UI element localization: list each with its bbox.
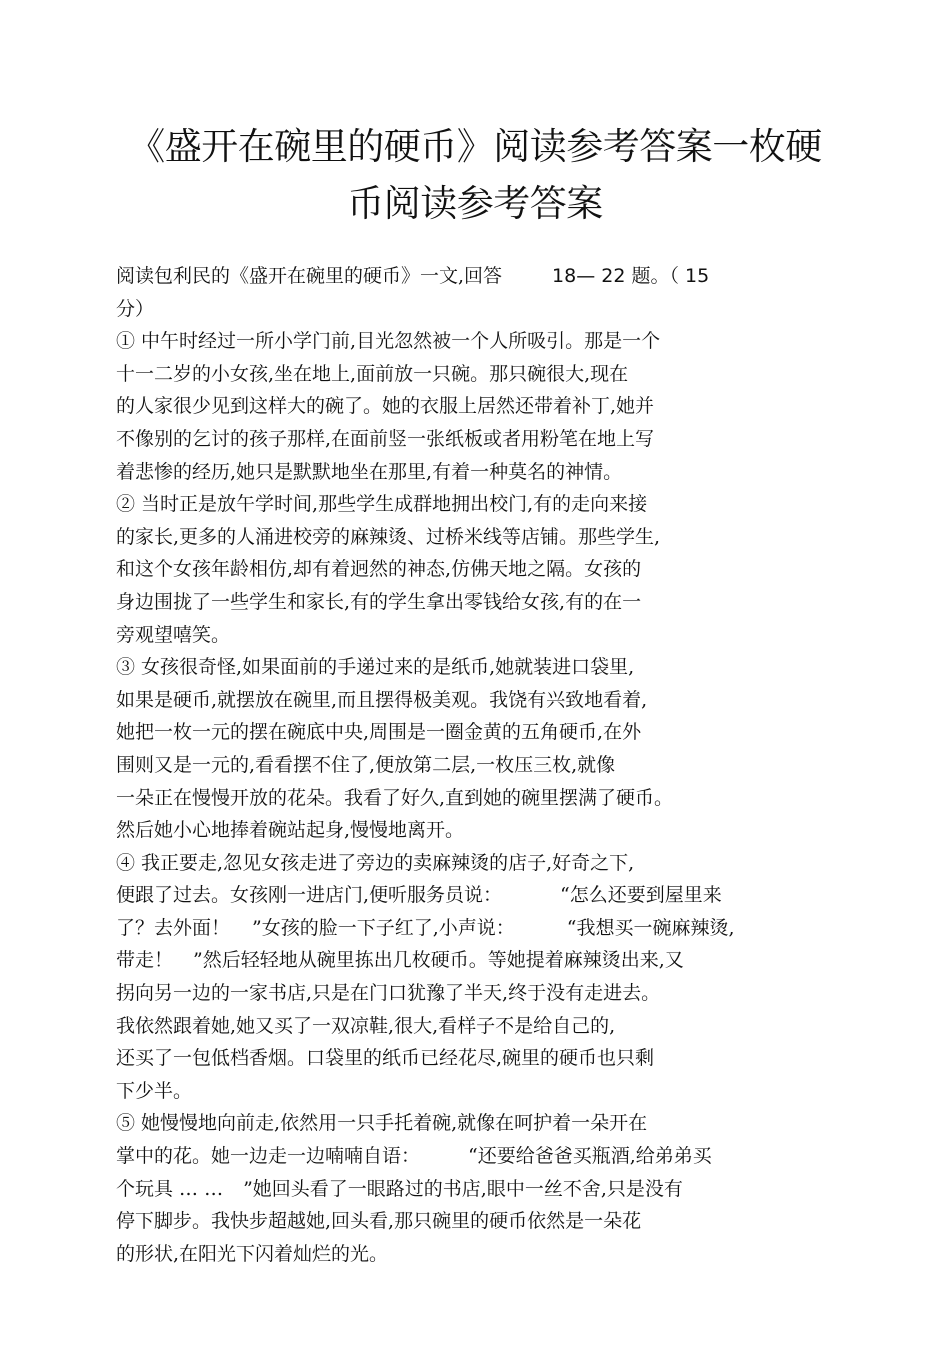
text-line: 她把一枚一元的摆在碗底中央,周围是一圈金黄的五角硬币,在外 [116, 721, 642, 744]
text-line: 如果是硬币,就摆放在碗里,而且摆得极美观。我饶有兴致地看着, [116, 688, 648, 711]
text-line [116, 944, 836, 977]
text-segment: ”然后轻轻地从碗里拣出几枚硬币。等她提着麻辣烫出来,又 [193, 949, 684, 972]
quote-segment: “还要给爸爸买瓶酒,给弟弟买 [468, 1145, 712, 1168]
quote-segment: “怎么还要到屋里来 [560, 884, 722, 907]
text-line: 的人家很少见到这样大的碗了。她的衣服上居然还带着补丁,她并 [116, 395, 655, 418]
text-line: 我依然跟着她,她又买了一双凉鞋,很大,看样子不是给自己的, [116, 1014, 616, 1037]
text-line: 着悲惨的经历,她只是默默地坐在那里,有着一种莫名的神情。 [116, 460, 623, 483]
text-segment: ”她回头看了一眼路过的书店,眼中一丝不舍,只是没有 [243, 1177, 683, 1200]
text-line: 的家长,更多的人涌进校旁的麻辣烫、过桥米线等店铺。那些学生, [116, 525, 661, 548]
text-segment: 掌中的花。她一边走一边喃喃自语： [116, 1145, 421, 1168]
article-body [116, 260, 836, 1270]
text-line: 十一二岁的小女孩,坐在地上,面前放一只碗。那只碗很大,现在 [116, 362, 629, 385]
text-line [116, 879, 836, 912]
quote-segment: 带走！ [116, 949, 174, 972]
text-line: 下少半。 [116, 1079, 193, 1102]
text-line: 围则又是一元的,看看摆不住了,便放第二层,一枚压三枚,就像 [116, 753, 616, 776]
text-line: 拐向另一边的一家书店,只是在门口犹豫了半天,终于没有走进去。 [116, 982, 661, 1005]
text-line: ④ 我正要走,忽见女孩走进了旁边的卖麻辣烫的店子,好奇之下, [116, 851, 635, 874]
text-line: 身边围拢了一些学生和家长,有的学生拿出零钱给女孩,有的在一 [116, 590, 642, 613]
title-line-2: 币阅读参考答案 [347, 182, 603, 225]
text-line: 和这个女孩年龄相仿,却有着迥然的神态,仿佛天地之隔。女孩的 [116, 558, 642, 581]
text-line: ③ 女孩很奇怪,如果面前的手递过来的是纸币,她就装进口袋里, [116, 656, 635, 679]
text-line: ② 当时正是放午学时间,那些学生成群地拥出校门,有的走向来接 [116, 493, 648, 516]
quote-segment: 了？去外面！ [116, 916, 231, 939]
document-title [60, 118, 890, 232]
text-segment: ”女孩的脸一下子红了,小声说： [252, 916, 515, 939]
quote-segment: “我想买一碗麻辣烫, [566, 916, 735, 939]
intro-text: 阅读包利民的《盛开在碗里的硬币》一文,回答 [116, 265, 503, 287]
text-line: ⑤ 她慢慢地向前走,依然用一只手托着碗,就像在呵护着一朵开在 [116, 1112, 648, 1135]
quote-segment: 个玩具 … … [116, 1177, 224, 1200]
text-line: 不像别的乞讨的孩子那样,在面前竖一张纸板或者用粉笔在地上写 [116, 427, 655, 450]
intro-score: 分） [116, 297, 155, 320]
text-line [116, 1140, 836, 1173]
text-line: 还买了一包低档香烟。口袋里的纸币已经花尽,碗里的硬币也只剩 [116, 1047, 655, 1070]
title-line-1: 《盛开在碗里的硬币》阅读参考答案一枚硬 [128, 125, 822, 168]
text-line [116, 1173, 836, 1206]
text-line: 停下脚步。我快步超越她,回头看,那只碗里的硬币依然是一朵花 [116, 1210, 642, 1233]
text-line: 一朵正在慢慢开放的花朵。我看了好久,直到她的碗里摆满了硬币。 [116, 786, 674, 809]
question-range: 18— 22 题。（ 15 [552, 265, 710, 287]
intro-line [116, 260, 836, 293]
text-line [116, 912, 836, 945]
text-line: ① 中午时经过一所小学门前,目光忽然被一个人所吸引。那是一个 [116, 330, 661, 353]
text-line: 然后她小心地捧着碗站起身,慢慢地离开。 [116, 819, 465, 842]
text-line: 旁观望嘻笑。 [116, 623, 231, 646]
text-segment: 便跟了过去。女孩刚一进店门,便听服务员说： [116, 884, 503, 907]
text-line: 的形状,在阳光下闪着灿烂的光。 [116, 1242, 389, 1265]
